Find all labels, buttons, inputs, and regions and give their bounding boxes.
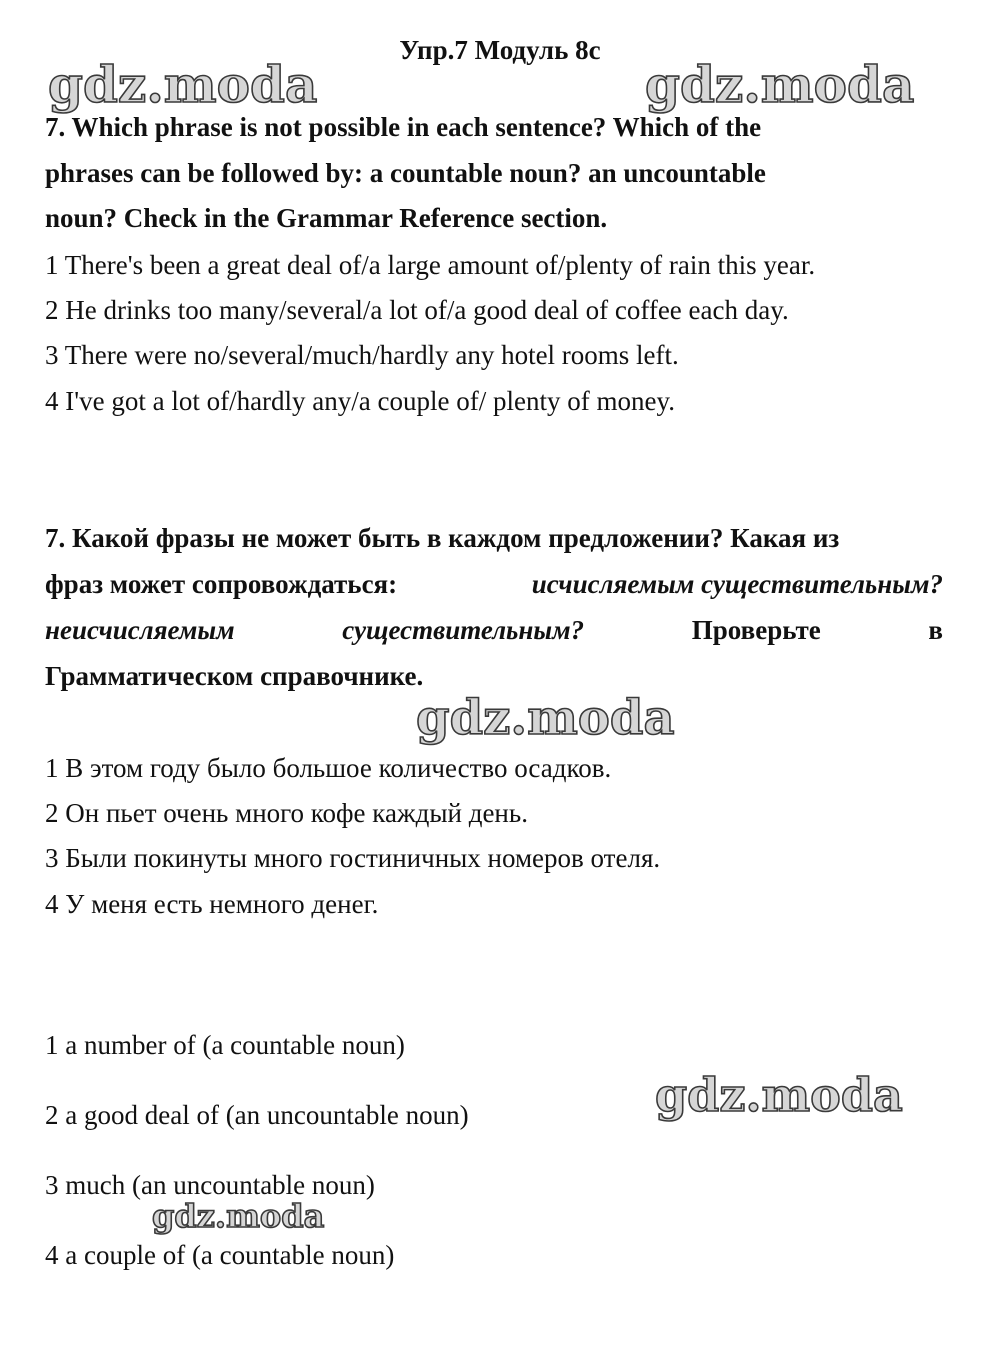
watermark-lower-right: gdz.moda <box>655 1068 903 1122</box>
answer-3: 3 much (an uncountable noun) <box>45 1170 375 1200</box>
instruction-line: phrases can be followed by: a countable noun? an uncountable <box>45 157 766 188</box>
russian-instruction-line-1: 7. Какой фразы не может быть в каждом предложении? Какая из <box>45 523 840 553</box>
answer-4: 4 a couple of (a countable noun) <box>45 1240 395 1270</box>
answer-1: 1 a number of (a countable noun) <box>45 1030 405 1060</box>
russian-sentence-1: 1 В этом году было большое количество осадков. <box>45 753 612 783</box>
page-title: Упр.7 Модуль 8с <box>399 35 601 65</box>
english-sentence-3: 3 There were no/several/much/hardly any hotel rooms left. <box>45 340 679 370</box>
russian-instruction-text: в <box>928 615 943 645</box>
russian-sentence-2: 2 Он пьет очень много кофе каждый день. <box>45 798 528 828</box>
english-sentence-1: 1 There's been a great deal of/a large amount of/plenty of rain this year. <box>45 250 816 280</box>
russian-instruction-italic: исчисляемым существительным? <box>531 569 943 599</box>
instruction-line: noun? Check in the Grammar Reference section. <box>45 203 608 233</box>
english-sentence-4: 4 I've got a lot of/hardly any/a couple of/ plenty of money. <box>45 386 675 416</box>
russian-sentence-4: 4 У меня есть немного денег. <box>45 889 379 919</box>
russian-instruction-italic: неисчисляемым <box>45 615 235 645</box>
russian-instruction-text: фраз может сопровождаться: <box>45 569 398 599</box>
watermark-middle: gdz.moda <box>416 690 675 746</box>
russian-instruction-line-2 <box>45 561 943 607</box>
answer-2: 2 a good deal of (an uncountable noun) <box>45 1100 469 1130</box>
english-sentence-2: 2 He drinks too many/several/a lot of/a good deal of coffee each day. <box>45 295 789 325</box>
russian-instruction-italic: существительным? <box>342 615 585 645</box>
russian-instruction-text: Проверьте <box>691 615 821 645</box>
russian-instruction-line-3 <box>45 607 943 653</box>
watermark-top-right: gdz.moda <box>645 55 915 114</box>
russian-sentence-3: 3 Были покинуты много гостиничных номеров отеля. <box>45 843 661 873</box>
watermark-top-left: gdz.moda <box>48 55 318 114</box>
russian-instruction-line-4: Грамматическом справочнике. <box>45 661 424 691</box>
english-task-instruction <box>45 105 945 242</box>
russian-task-instruction <box>45 515 943 699</box>
watermark-bottom-left: gdz.moda <box>152 1197 325 1235</box>
instruction-line: 7. Which phrase is not possible in each sentence? Which of the <box>45 112 762 142</box>
